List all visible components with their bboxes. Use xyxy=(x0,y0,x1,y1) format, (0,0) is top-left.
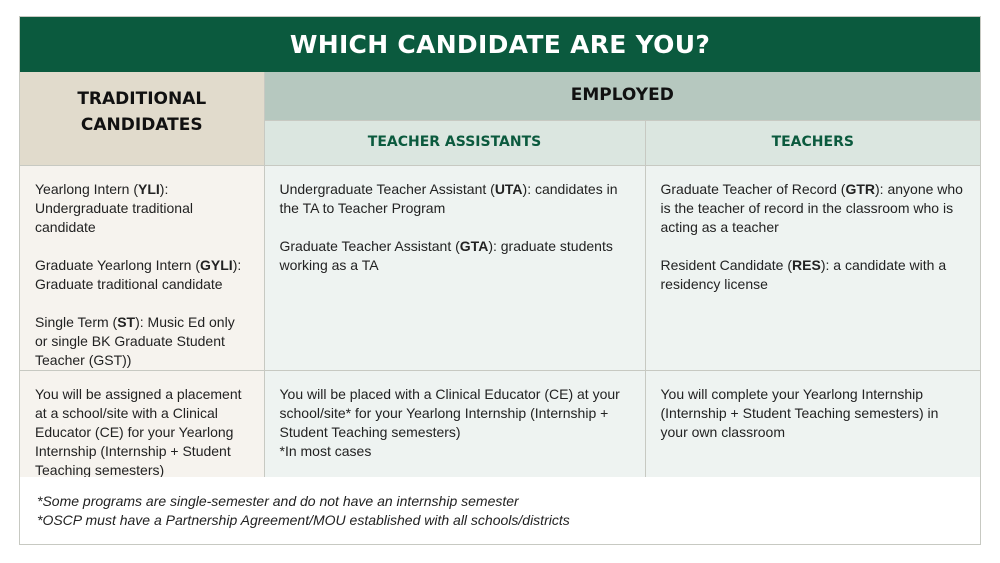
footnote-single-semester: *Some programs are single-semester and do not have an internship semester xyxy=(37,493,519,509)
definition-st: Single Term (ST): Music Ed only or single BK Graduate Student Teacher (GST)) xyxy=(35,313,235,368)
teachers-placement-text: You will complete your Yearlong Internship (Internship + Student Teaching semesters) in your own classroom xyxy=(660,385,939,440)
placement-row xyxy=(20,370,980,489)
teacher-assistants-definitions-cell xyxy=(264,165,645,370)
header-traditional-candidates xyxy=(20,72,264,165)
header-teacher-assistants: TEACHER ASSISTANTS xyxy=(264,120,645,165)
definition-gyli: Graduate Yearlong Intern (GYLI): Graduate traditional candidate xyxy=(35,256,242,292)
definitions-row xyxy=(20,165,980,370)
header-teachers: TEACHERS xyxy=(645,120,980,165)
header-employed: EMPLOYED xyxy=(264,72,980,120)
definition-yli: Yearlong Intern (YLI): Undergraduate traditional candidate xyxy=(35,180,193,235)
teacher-assistants-placement-note: *In most cases xyxy=(279,442,372,459)
definition-gtr: Graduate Teacher of Record (GTR): anyone who is the teacher of record in the classroom who is acting as a teacher xyxy=(660,180,963,235)
definition-res: Resident Candidate (RES): a candidate with a residency license xyxy=(660,256,947,292)
traditional-placement-text: You will be assigned a placement at a school/site with a Clinical Educator (CE) for your Yearlong Internship (Internship + Student Teaching semesters) xyxy=(35,385,242,478)
teachers-placement-cell xyxy=(645,370,980,489)
definition-gta: Graduate Teacher Assistant (GTA): graduate students working as a TA xyxy=(279,237,613,273)
footnote-partnership-agreement: *OSCP must have a Partnership Agreement/MOU established with all schools/districts xyxy=(37,512,570,528)
traditional-definitions-cell xyxy=(20,165,264,370)
definition-uta: Undergraduate Teacher Assistant (UTA): candidates in the TA to Teacher Program xyxy=(279,180,618,216)
page-title: WHICH CANDIDATE ARE YOU? xyxy=(20,17,980,72)
header-row-top xyxy=(20,72,980,120)
teachers-definitions-cell xyxy=(645,165,980,370)
candidate-infographic xyxy=(19,16,981,545)
teacher-assistants-placement-cell xyxy=(264,370,645,489)
traditional-placement-cell xyxy=(20,370,264,489)
header-traditional-line2: CANDIDATES xyxy=(80,115,203,135)
footnotes xyxy=(20,477,980,544)
header-traditional-line1: TRADITIONAL xyxy=(77,89,207,109)
teacher-assistants-placement-text: You will be placed with a Clinical Educator (CE) at your school/site* for your Yearlong Internship (Internship + Student Teaching semesters) xyxy=(279,385,620,440)
candidate-table xyxy=(20,72,980,490)
